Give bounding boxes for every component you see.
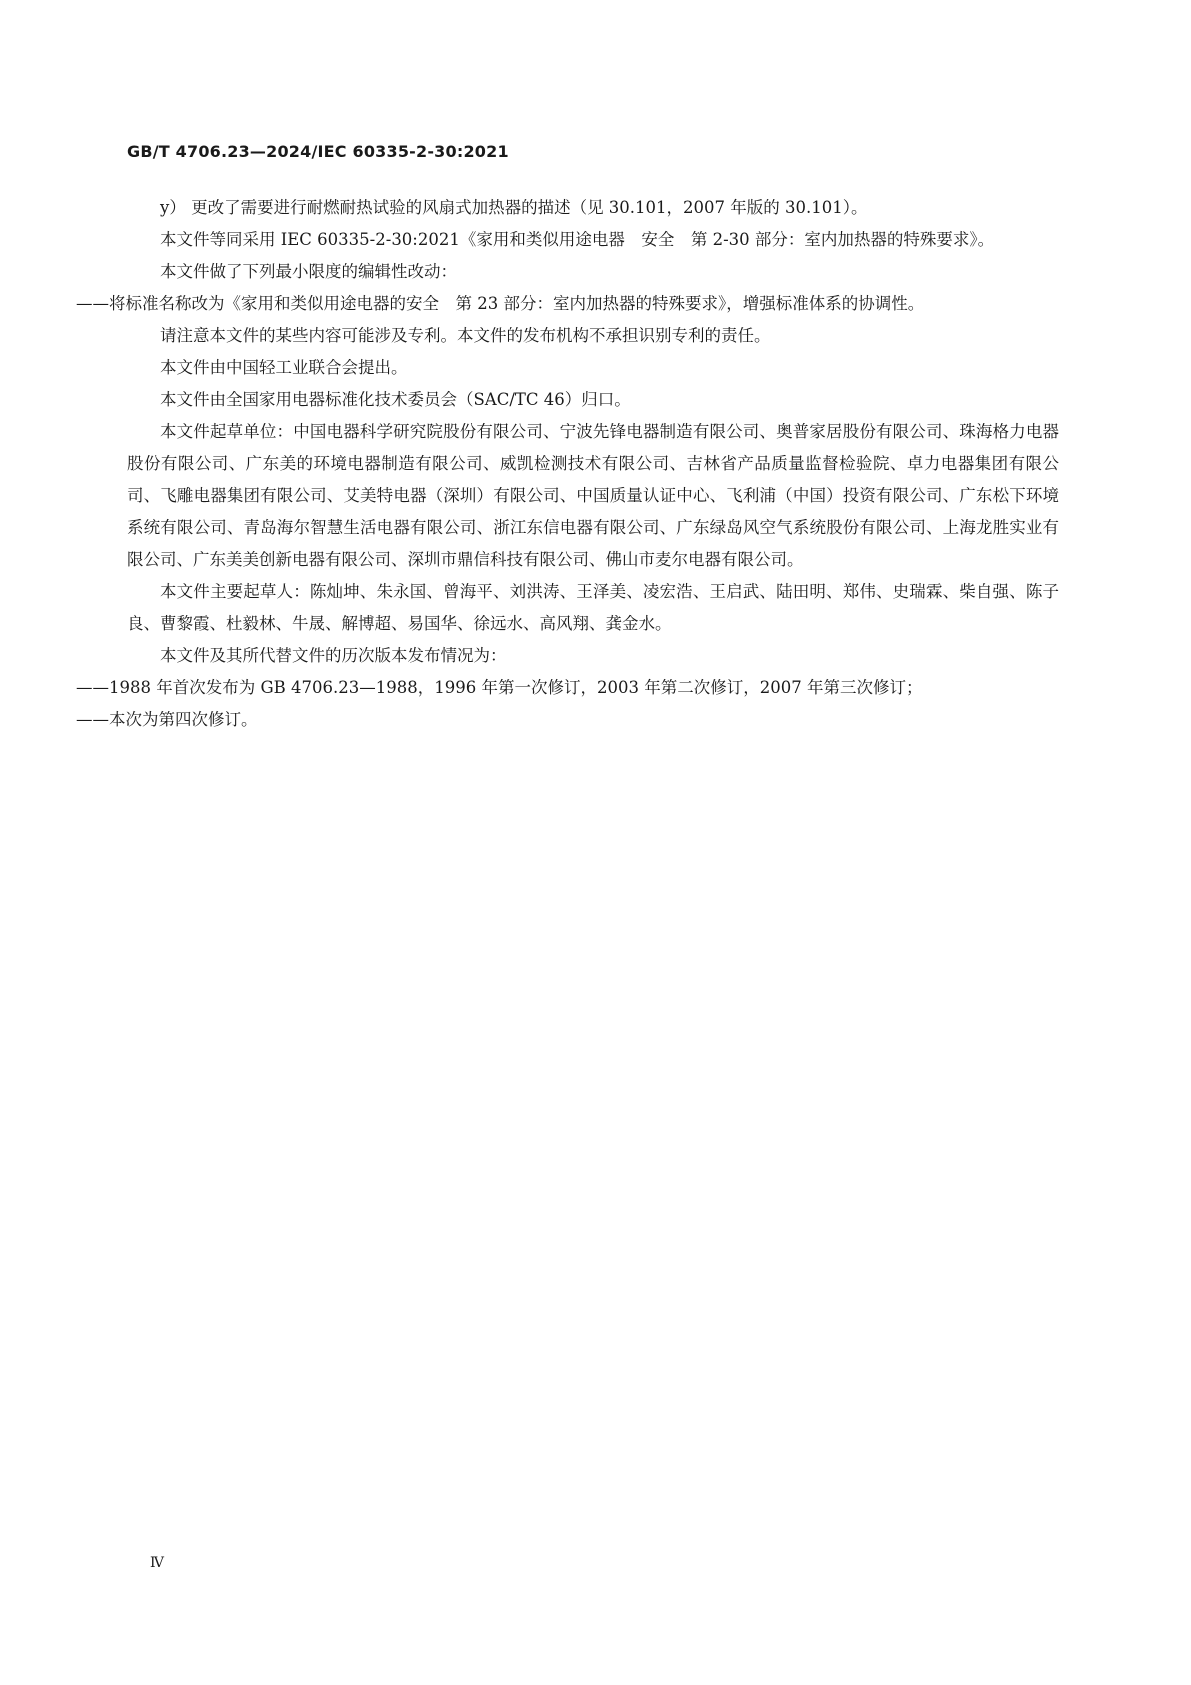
- foreword-body: [76, 192, 1059, 736]
- paragraph-adoption: 本文件等同采用 IEC 60335-2-30:2021《家用和类似用途电器 安全 第 2-30 部分：室内加热器的特殊要求》。: [160, 230, 995, 249]
- list-item-name-change: ——将标准名称改为《家用和类似用途电器的安全 第 23 部分：室内加热器的特殊要求》，增强标准体系的协调性。: [76, 294, 925, 313]
- paragraph-patent-notice: 请注意本文件的某些内容可能涉及专利。本文件的发布机构不承担识别专利的责任。: [160, 326, 771, 345]
- paragraph-proposed-by: 本文件由中国轻工业联合会提出。: [160, 358, 408, 377]
- list-item-current-revision: ——本次为第四次修订。: [76, 710, 258, 729]
- paragraph-version-history-intro: 本文件及其所代替文件的历次版本发布情况为：: [160, 646, 507, 665]
- paragraph-drafting-units: 本文件起草单位：中国电器科学研究院股份有限公司、宁波先锋电器制造有限公司、奥普家居股份有限公司、珠海格力电器股份有限公司、广东美的环境电器制造有限公司、威凯检测技术有限公司、吉林省产品质量监督检验院、卓力电器集团有限公司、飞雕电器集团有限公司、艾美特电器（深圳）有限公司、中国质量认证中心、飞利浦（中国）投资有限公司、广东松下环境系统有限公司、青岛海尔智慧生活电器有限公司、浙江东信电器有限公司、广东绿岛风空气系统股份有限公司、上海龙胜实业有限公司、广东美美创新电器有限公司、深圳市鼎信科技有限公司、佛山市麦尔电器有限公司。: [127, 422, 1059, 569]
- paragraph-technical-committee: 本文件由全国家用电器标准化技术委员会（SAC/TC 46）归口。: [160, 390, 631, 409]
- page-number: Ⅳ: [150, 1555, 164, 1571]
- paragraph-change-item-y: y） 更改了需要进行耐燃耐热试验的风扇式加热器的描述（见 30.101，2007 年版的 30.101）。: [160, 198, 868, 217]
- paragraph-drafters: 本文件主要起草人：陈灿坤、朱永国、曾海平、刘洪涛、王泽美、凌宏浩、王启武、陆田明、郑伟、史瑞霖、柴自强、陈子良、曹黎霞、杜毅林、牛晟、解博超、易国华、徐远水、高风翔、龚金水。: [127, 582, 1059, 633]
- standard-code-header: GB/T 4706.23—2024/IEC 60335-2-30:2021: [127, 142, 509, 161]
- paragraph-editorial-changes-intro: 本文件做了下列最小限度的编辑性改动：: [160, 262, 457, 281]
- list-item-version-history: ——1988 年首次发布为 GB 4706.23—1988，1996 年第一次修订，2003 年第二次修订，2007 年第三次修订；: [76, 678, 923, 697]
